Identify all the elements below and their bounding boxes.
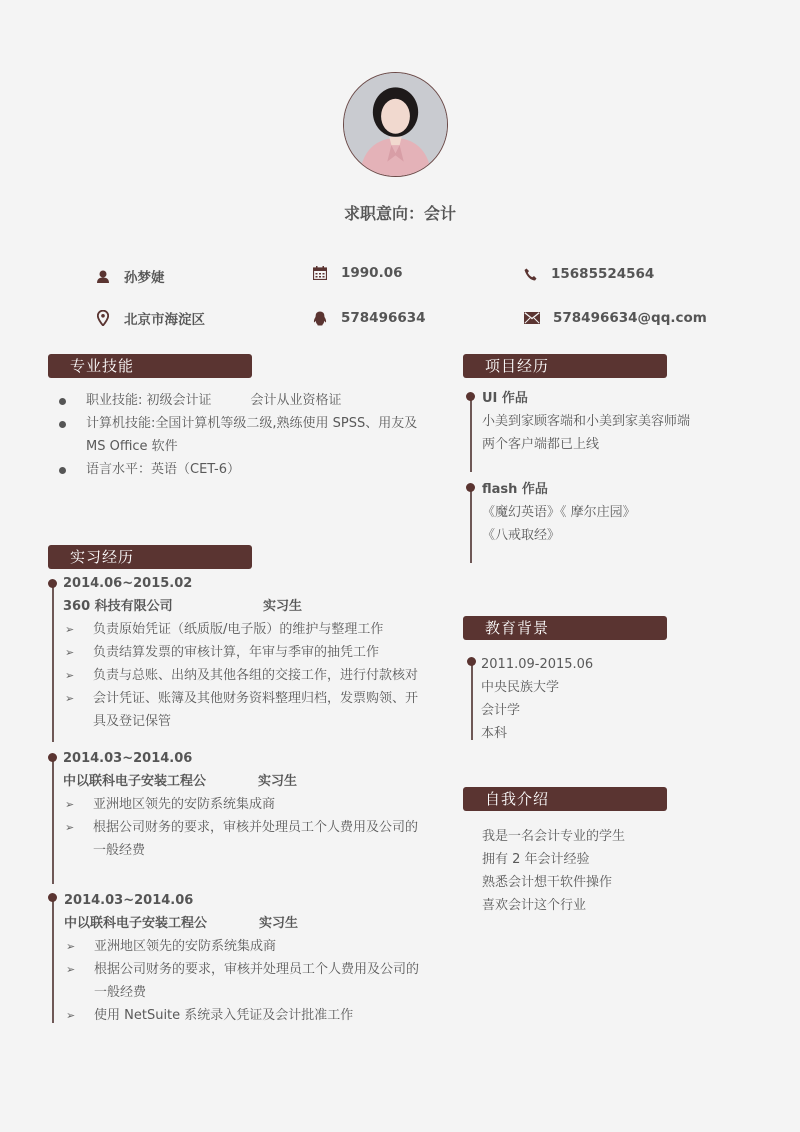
skill-item: 计算机技能:全国计算机等级二级,熟练使用 SPSS、用友及 bbox=[48, 412, 448, 435]
skills-list bbox=[48, 389, 448, 481]
avatar-portrait-icon bbox=[344, 73, 447, 176]
skill-item-continued: MS Office 软件 bbox=[86, 439, 178, 454]
section-header-education: 教育背景 bbox=[463, 616, 667, 640]
section-header-about: 自我介绍 bbox=[463, 787, 667, 811]
qq-penguin-icon bbox=[311, 310, 329, 326]
project-entry: UI 作品 小美到家顾客端和小美到家美容师端 两个客户端都已上线 bbox=[482, 391, 691, 452]
info-qq: 578496634 bbox=[311, 310, 426, 326]
arrow-bullet-icon: ➢ bbox=[65, 669, 75, 682]
timeline-dot-icon bbox=[48, 753, 57, 762]
envelope-icon bbox=[523, 310, 541, 326]
info-phone: 15685524564 bbox=[521, 266, 654, 282]
section-header-internship: 实习经历 bbox=[48, 545, 252, 569]
section-header-skills: 专业技能 bbox=[48, 354, 252, 378]
timeline-dot-icon bbox=[48, 893, 57, 902]
timeline-line bbox=[470, 394, 472, 472]
arrow-bullet-icon: ➢ bbox=[66, 940, 76, 953]
arrow-bullet-icon: ➢ bbox=[65, 798, 75, 811]
bullet-dot-icon bbox=[59, 467, 66, 474]
info-location: 北京市海淀区 bbox=[94, 308, 205, 328]
section-header-projects: 项目经历 bbox=[463, 354, 667, 378]
timeline-line bbox=[52, 582, 54, 742]
calendar-icon bbox=[311, 265, 329, 281]
skill-item: 语言水平：英语（CET-6） bbox=[48, 458, 448, 481]
info-email: 578496634@qq.com bbox=[523, 310, 707, 326]
internship-entry: 2014.03~2014.06 中以联科电子安装工程公 实习生 ➢ 亚洲地区领先的安防系统集成商 ➢ 根据公司财务的要求，审核并处理员工个人费用及公司的 一般经费 bbox=[63, 751, 419, 858]
location-pin-icon bbox=[94, 310, 112, 326]
info-name: 孙梦婕 bbox=[94, 266, 165, 286]
about-text: 我是一名会计专业的学生 拥有 2 年会计经验 熟悉会计想干软件操作 喜欢会计这个行业 bbox=[482, 829, 626, 913]
person-icon bbox=[94, 268, 112, 284]
skill-item: 职业技能: 初级会计证 会计从业资格证 bbox=[48, 389, 448, 412]
timeline-dot-icon bbox=[466, 483, 475, 492]
bullet-dot-icon bbox=[59, 421, 66, 428]
timeline-line bbox=[52, 896, 54, 1023]
arrow-bullet-icon: ➢ bbox=[66, 963, 76, 976]
bullet-dot-icon bbox=[59, 398, 66, 405]
job-intent-title: 求职意向：会计 bbox=[343, 204, 456, 223]
timeline-dot-icon bbox=[467, 657, 476, 666]
timeline-line bbox=[471, 662, 473, 740]
internship-entry: 2014.03~2014.06 中以联科电子安装工程公 实习生 ➢ 亚洲地区领先的安防系统集成商 ➢ 根据公司财务的要求，审核并处理员工个人费用及公司的 一般经费 ➢ 使用 NetSuite 系统录入凭证及会计批准工作 bbox=[64, 889, 444, 1027]
arrow-bullet-icon: ➢ bbox=[65, 821, 75, 834]
info-birth: 1990.06 bbox=[311, 265, 403, 281]
arrow-bullet-icon: ➢ bbox=[65, 692, 75, 705]
education-details: 2011.09-2015.06 中央民族大学 会计学 本科 bbox=[481, 657, 594, 741]
timeline-line bbox=[52, 756, 54, 884]
internship-entry: 2014.06~2015.02 360 科技有限公司 实习生 ➢ 负责原始凭证（纸质版/电子版）的维护与整理工作 ➢ 负责结算发票的审核计算，年审与季审的抽凭工作 ➢ 负责与总账、出纳及其他各组的交接工作，进行付款核对 ➢ 会计凭证、账簿及其他财务资料整理归档，发票购领、开 具及登记保管 bbox=[63, 576, 419, 729]
arrow-bullet-icon: ➢ bbox=[65, 623, 75, 636]
project-entry: flash 作品 《魔幻英语》《 摩尔庄园》 《八戒取经》 bbox=[482, 482, 636, 543]
avatar bbox=[343, 72, 448, 177]
phone-icon bbox=[521, 266, 539, 282]
arrow-bullet-icon: ➢ bbox=[66, 1009, 76, 1022]
arrow-bullet-icon: ➢ bbox=[65, 646, 75, 659]
timeline-dot-icon bbox=[48, 579, 57, 588]
timeline-dot-icon bbox=[466, 392, 475, 401]
timeline-line bbox=[470, 485, 472, 563]
